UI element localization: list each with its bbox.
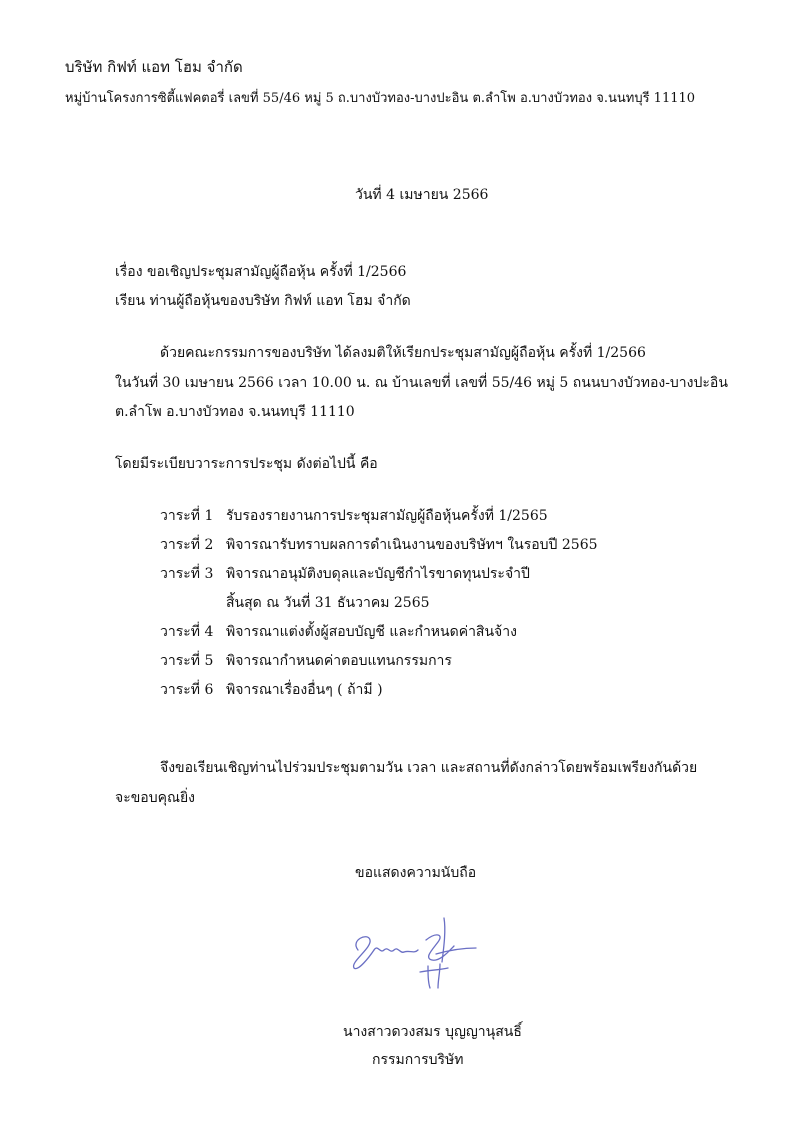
body-line-2: ในวันที่ 30 เมษายน 2566 เวลา 10.00 น. ณ บ้านเลขที่ เลขที่ 55/46 หมู่ 5 ถนนบางบัวทอง-บางปะอิน [115, 375, 728, 391]
agenda-title: พิจารณาเรื่องอื่นๆ ( ถ้ามี ) [226, 682, 383, 698]
agenda-title: พิจารณาอนุมัติงบดุลและบัญชีกำไรขาดทุนประจำปี [226, 566, 530, 582]
agenda-item [160, 536, 680, 565]
signer-title: กรรมการบริษัท [372, 1052, 464, 1068]
agenda-title: พิจารณาแต่งตั้งผู้สอบบัญชี และกำหนดค่าสินจ้าง [226, 624, 517, 640]
regards-text: ขอแสดงความนับถือ [355, 865, 477, 881]
agenda-item [160, 623, 680, 652]
closing-line-1: จึงขอเรียนเชิญท่านไปร่วมประชุมตามวัน เวลา และสถานที่ดังกล่าวโดยพร้อมเพรียงกันด้วย [160, 760, 698, 776]
agenda-item-continuation [160, 594, 680, 623]
agenda-number: วาระที่ 2 [160, 537, 214, 553]
company-address: หมู่บ้านโครงการซิตี้แฟคตอรี่ เลขที่ 55/46 หมู่ 5 ถ.บางบัวทอง-บางปะอิน ต.ลำโพ อ.บางบัวทอง จ.นนทบุรี 11110 [65, 91, 696, 106]
company-name: บริษัท กิฟท์ แอท โฮม จำกัด [65, 58, 243, 76]
agenda-list [160, 507, 680, 710]
handwritten-signature [340, 910, 485, 992]
agenda-title: สิ้นสุด ณ วันที่ 31 ธันวาคม 2565 [226, 595, 430, 611]
letter-recipient: เรียน ท่านผู้ถือหุ้นของบริษัท กิฟท์ แอท โฮม จำกัด [115, 293, 411, 309]
agenda-intro: โดยมีระเบียบวาระการประชุม ดังต่อไปนี้ คือ [115, 456, 378, 472]
letter-subject: เรื่อง ขอเชิญประชุมสามัญผู้ถือหุ้น ครั้งที่ 1/2566 [115, 264, 407, 280]
agenda-item [160, 507, 680, 536]
agenda-item [160, 681, 680, 710]
agenda-number: วาระที่ 4 [160, 624, 214, 640]
agenda-number [160, 594, 226, 623]
agenda-item [160, 652, 680, 681]
agenda-title: พิจารณารับทราบผลการดำเนินงานของบริษัทฯ ในรอบปี 2565 [226, 537, 598, 553]
agenda-title: รับรองรายงานการประชุมสามัญผู้ถือหุ้นครั้งที่ 1/2565 [226, 508, 548, 524]
body-line-3: ต.ลำโพ อ.บางบัวทอง จ.นนทบุรี 11110 [115, 404, 355, 420]
closing-line-2: จะขอบคุณยิ่ง [115, 790, 195, 806]
agenda-title: พิจารณากำหนดค่าตอบแทนกรรมการ [226, 653, 452, 669]
body-line-1: ด้วยคณะกรรมการของบริษัท ได้ลงมติให้เรียกประชุมสามัญผู้ถือหุ้น ครั้งที่ 1/2566 [160, 345, 646, 361]
agenda-number: วาระที่ 3 [160, 566, 214, 582]
signer-name: นางสาวดวงสมร บุญญานุสนธิ์ [343, 1024, 522, 1040]
agenda-item [160, 565, 680, 594]
agenda-number: วาระที่ 5 [160, 653, 214, 669]
letter-date: วันที่ 4 เมษายน 2566 [355, 187, 489, 203]
agenda-number: วาระที่ 1 [160, 508, 214, 524]
agenda-number: วาระที่ 6 [160, 682, 214, 698]
